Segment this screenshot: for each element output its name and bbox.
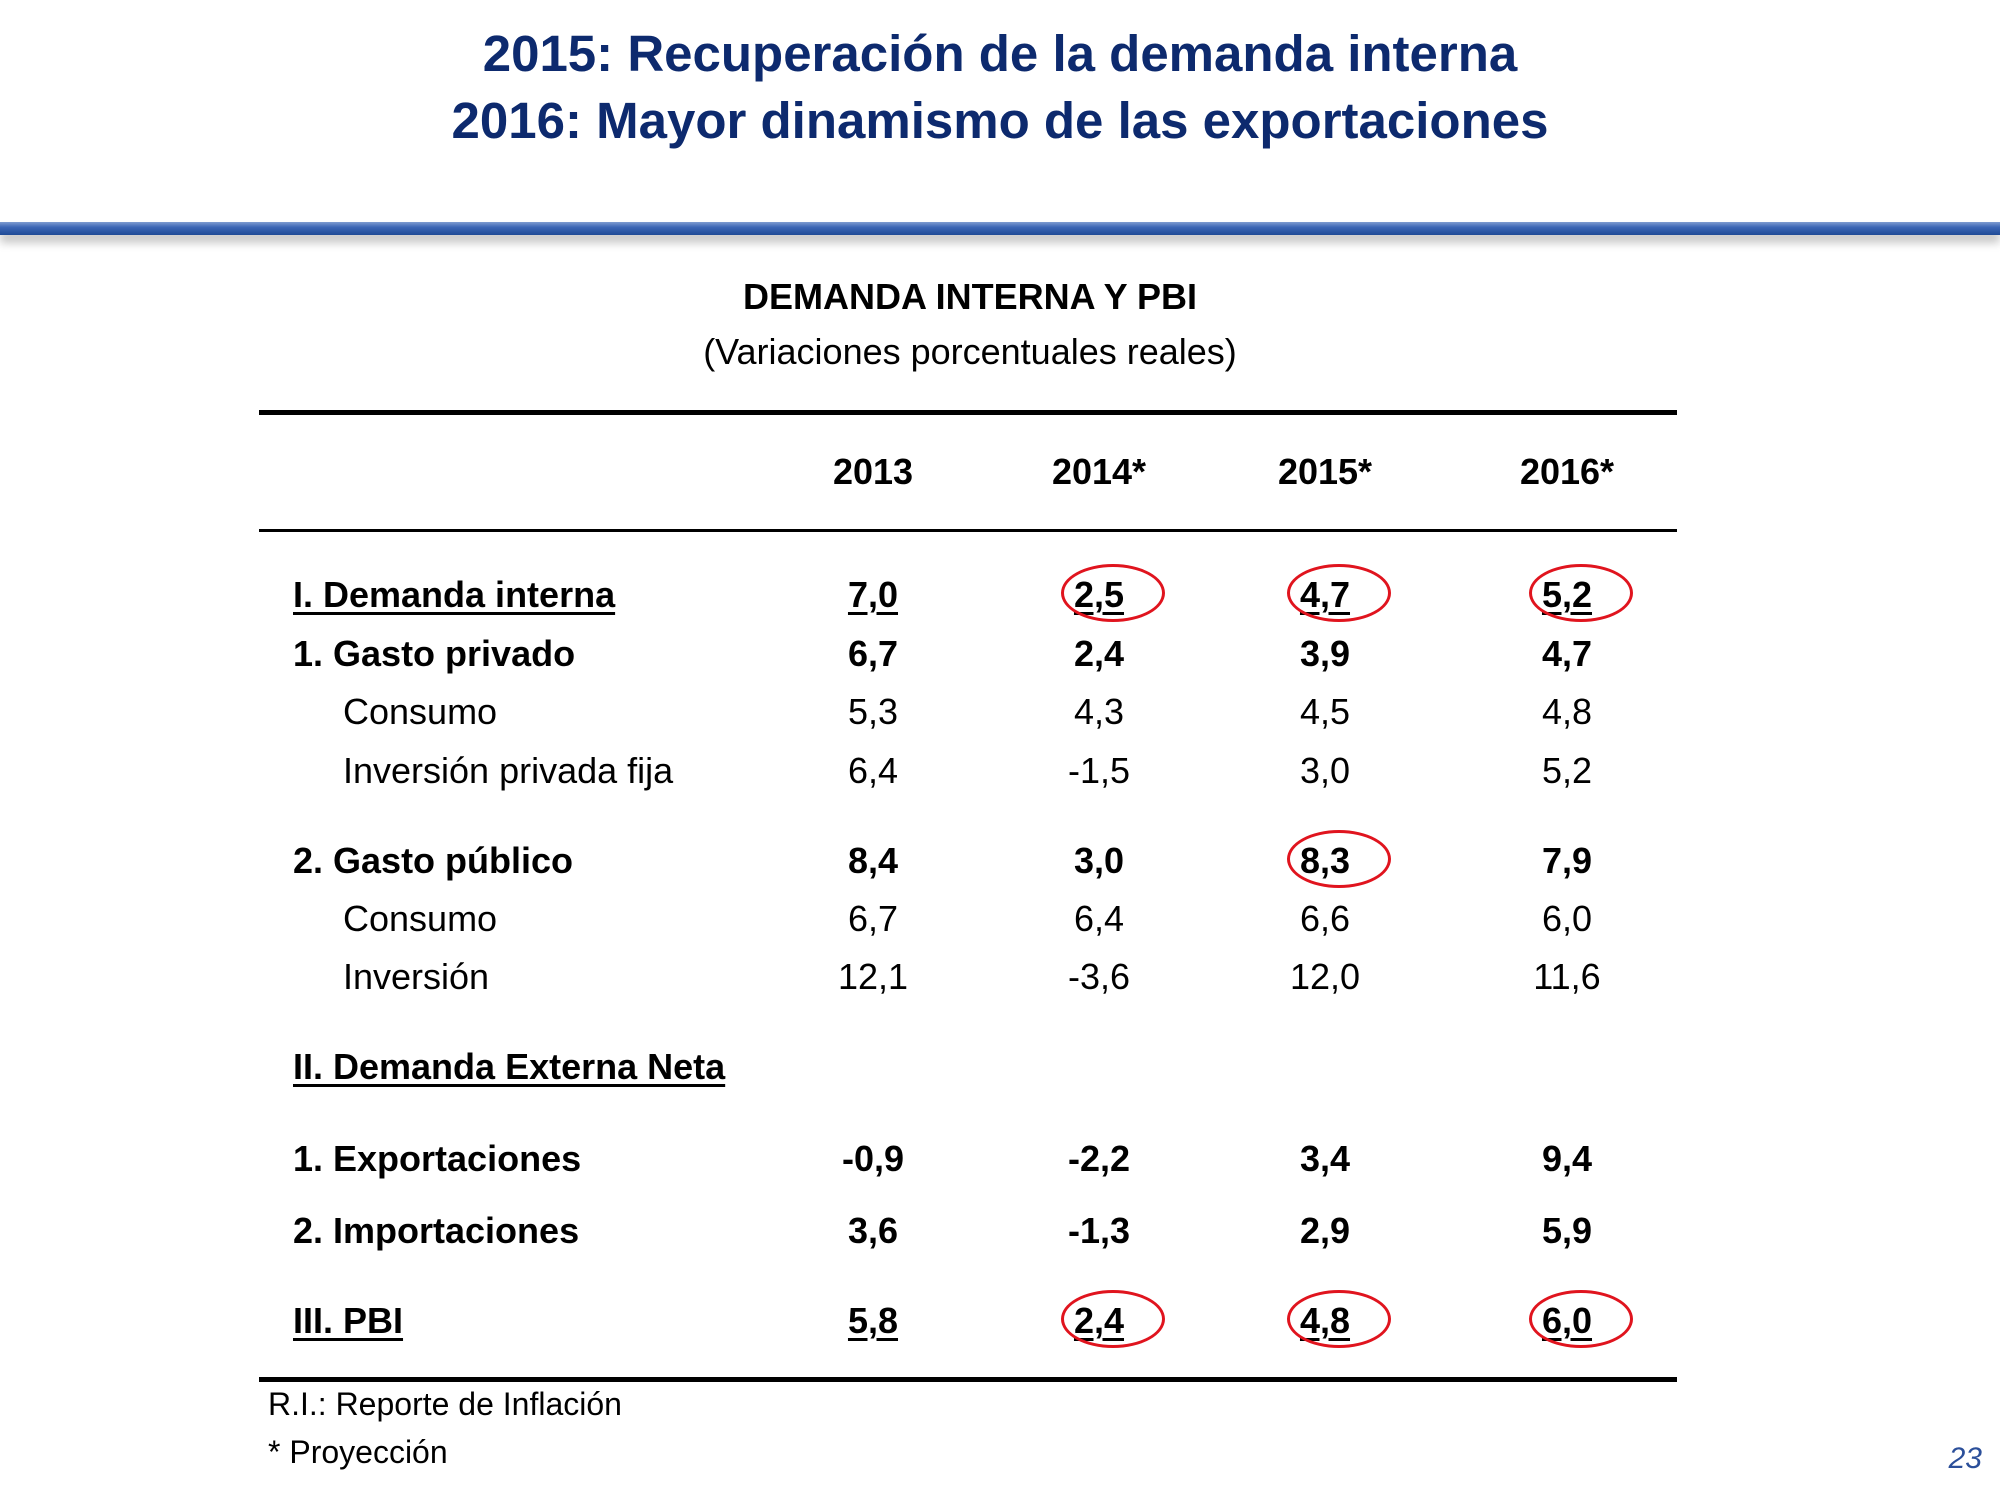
row-label: Consumo [343, 691, 498, 732]
table-cell: 4,7 [1541, 633, 1593, 674]
table-cell: 6,7 [847, 898, 899, 939]
table-cell: 12,0 [1289, 956, 1361, 997]
table-row-demanda-interna [0, 570, 2000, 620]
table-cell: -0,9 [841, 1138, 905, 1179]
column-header-2016: 2016* [1519, 451, 1615, 492]
row-label: I. Demanda interna [293, 574, 616, 615]
table-row-inversion-privada-fija [0, 746, 2000, 796]
table-cell: 3,9 [1299, 633, 1351, 674]
table-cell: 5,9 [1541, 1210, 1593, 1251]
table-cell: -1,5 [1067, 750, 1131, 791]
row-label: 2. Gasto público [293, 840, 574, 881]
table-cell: 3,0 [1073, 840, 1125, 881]
table-subtitle: (Variaciones porcentuales reales) [703, 331, 1237, 372]
table-cell: 11,6 [1533, 956, 1601, 997]
table-cell: -3,6 [1067, 956, 1131, 997]
table-row-consumo-publico [0, 894, 2000, 944]
column-header-2014: 2014* [1051, 451, 1147, 492]
row-label: Consumo [343, 898, 498, 939]
table-row-gasto-publico [0, 836, 2000, 886]
footnote-proyeccion: * Proyección [268, 1434, 448, 1470]
table-row-importaciones [0, 1206, 2000, 1256]
table-cell: 7,9 [1541, 840, 1593, 881]
table-cell: 6,0 [1541, 898, 1593, 939]
table-cell: 8,4 [847, 840, 899, 881]
table-header-row [0, 447, 2000, 497]
table-cell-circled: 4,7 [1245, 570, 1405, 620]
table-cell: 6,7 [847, 633, 899, 674]
table-cell: 9,4 [1541, 1138, 1593, 1179]
table-cell-circled: 5,2 [1487, 570, 1647, 620]
table-cell: 5,2 [1541, 750, 1593, 791]
row-label: 1. Gasto privado [293, 633, 576, 674]
table-cell: 4,8 [1541, 691, 1593, 732]
title-divider-bar [0, 222, 2000, 235]
table-cell-circled: 2,4 [1019, 1296, 1179, 1346]
table-cell-circled: 4,8 [1245, 1296, 1405, 1346]
row-label: 2. Importaciones [293, 1210, 580, 1251]
table-cell: 4,5 [1299, 691, 1351, 732]
column-header-2013: 2013 [832, 451, 914, 492]
table-cell: 6,4 [847, 750, 899, 791]
table-row-demanda-externa-neta [0, 1042, 2000, 1092]
table-cell: 6,6 [1299, 898, 1351, 939]
table-row-exportaciones [0, 1134, 2000, 1184]
slide-title-line-1: 2015: Recuperación de la demanda interna [482, 25, 1518, 82]
table-cell: 3,0 [1299, 750, 1351, 791]
row-label: II. Demanda Externa Neta [293, 1046, 726, 1087]
table-cell: 2,9 [1299, 1210, 1351, 1251]
slide-title [0, 20, 2000, 154]
table-row-inversion-publica [0, 952, 2000, 1002]
table-cell-circled: 8,3 [1245, 836, 1405, 886]
table-row-consumo-privado [0, 687, 2000, 737]
slide-title-line-2: 2016: Mayor dinamismo de las exportaciones [451, 92, 1549, 149]
table-cell: -2,2 [1067, 1138, 1131, 1179]
column-header-2015: 2015* [1277, 451, 1373, 492]
row-label: Inversión privada fija [343, 750, 674, 791]
table-cell: 7,0 [847, 574, 899, 615]
table-title: DEMANDA INTERNA Y PBI [742, 276, 1198, 317]
table-row-pbi [0, 1296, 2000, 1346]
table-cell: 2,4 [1073, 633, 1125, 674]
row-label: 1. Exportaciones [293, 1138, 582, 1179]
table-cell: 6,4 [1073, 898, 1125, 939]
table-top-rule [259, 410, 1677, 415]
table-cell: 5,8 [847, 1300, 899, 1341]
table-cell: -1,3 [1067, 1210, 1131, 1251]
table-cell-circled: 2,5 [1019, 570, 1179, 620]
row-label: Inversión [343, 956, 490, 997]
footnote-ri: R.I.: Reporte de Inflación [268, 1386, 622, 1422]
table-cell: 4,3 [1073, 691, 1125, 732]
table-header-rule [259, 529, 1677, 532]
table-row-gasto-privado [0, 629, 2000, 679]
table-cell-circled: 6,0 [1487, 1296, 1647, 1346]
table-cell: 12,1 [837, 956, 909, 997]
table-cell: 3,4 [1299, 1138, 1351, 1179]
table-cell: 3,6 [847, 1210, 899, 1251]
table-cell: 5,3 [847, 691, 899, 732]
row-label: III. PBI [293, 1300, 404, 1341]
page-number: 23 [1948, 1442, 1982, 1475]
table-bottom-rule [259, 1377, 1677, 1382]
